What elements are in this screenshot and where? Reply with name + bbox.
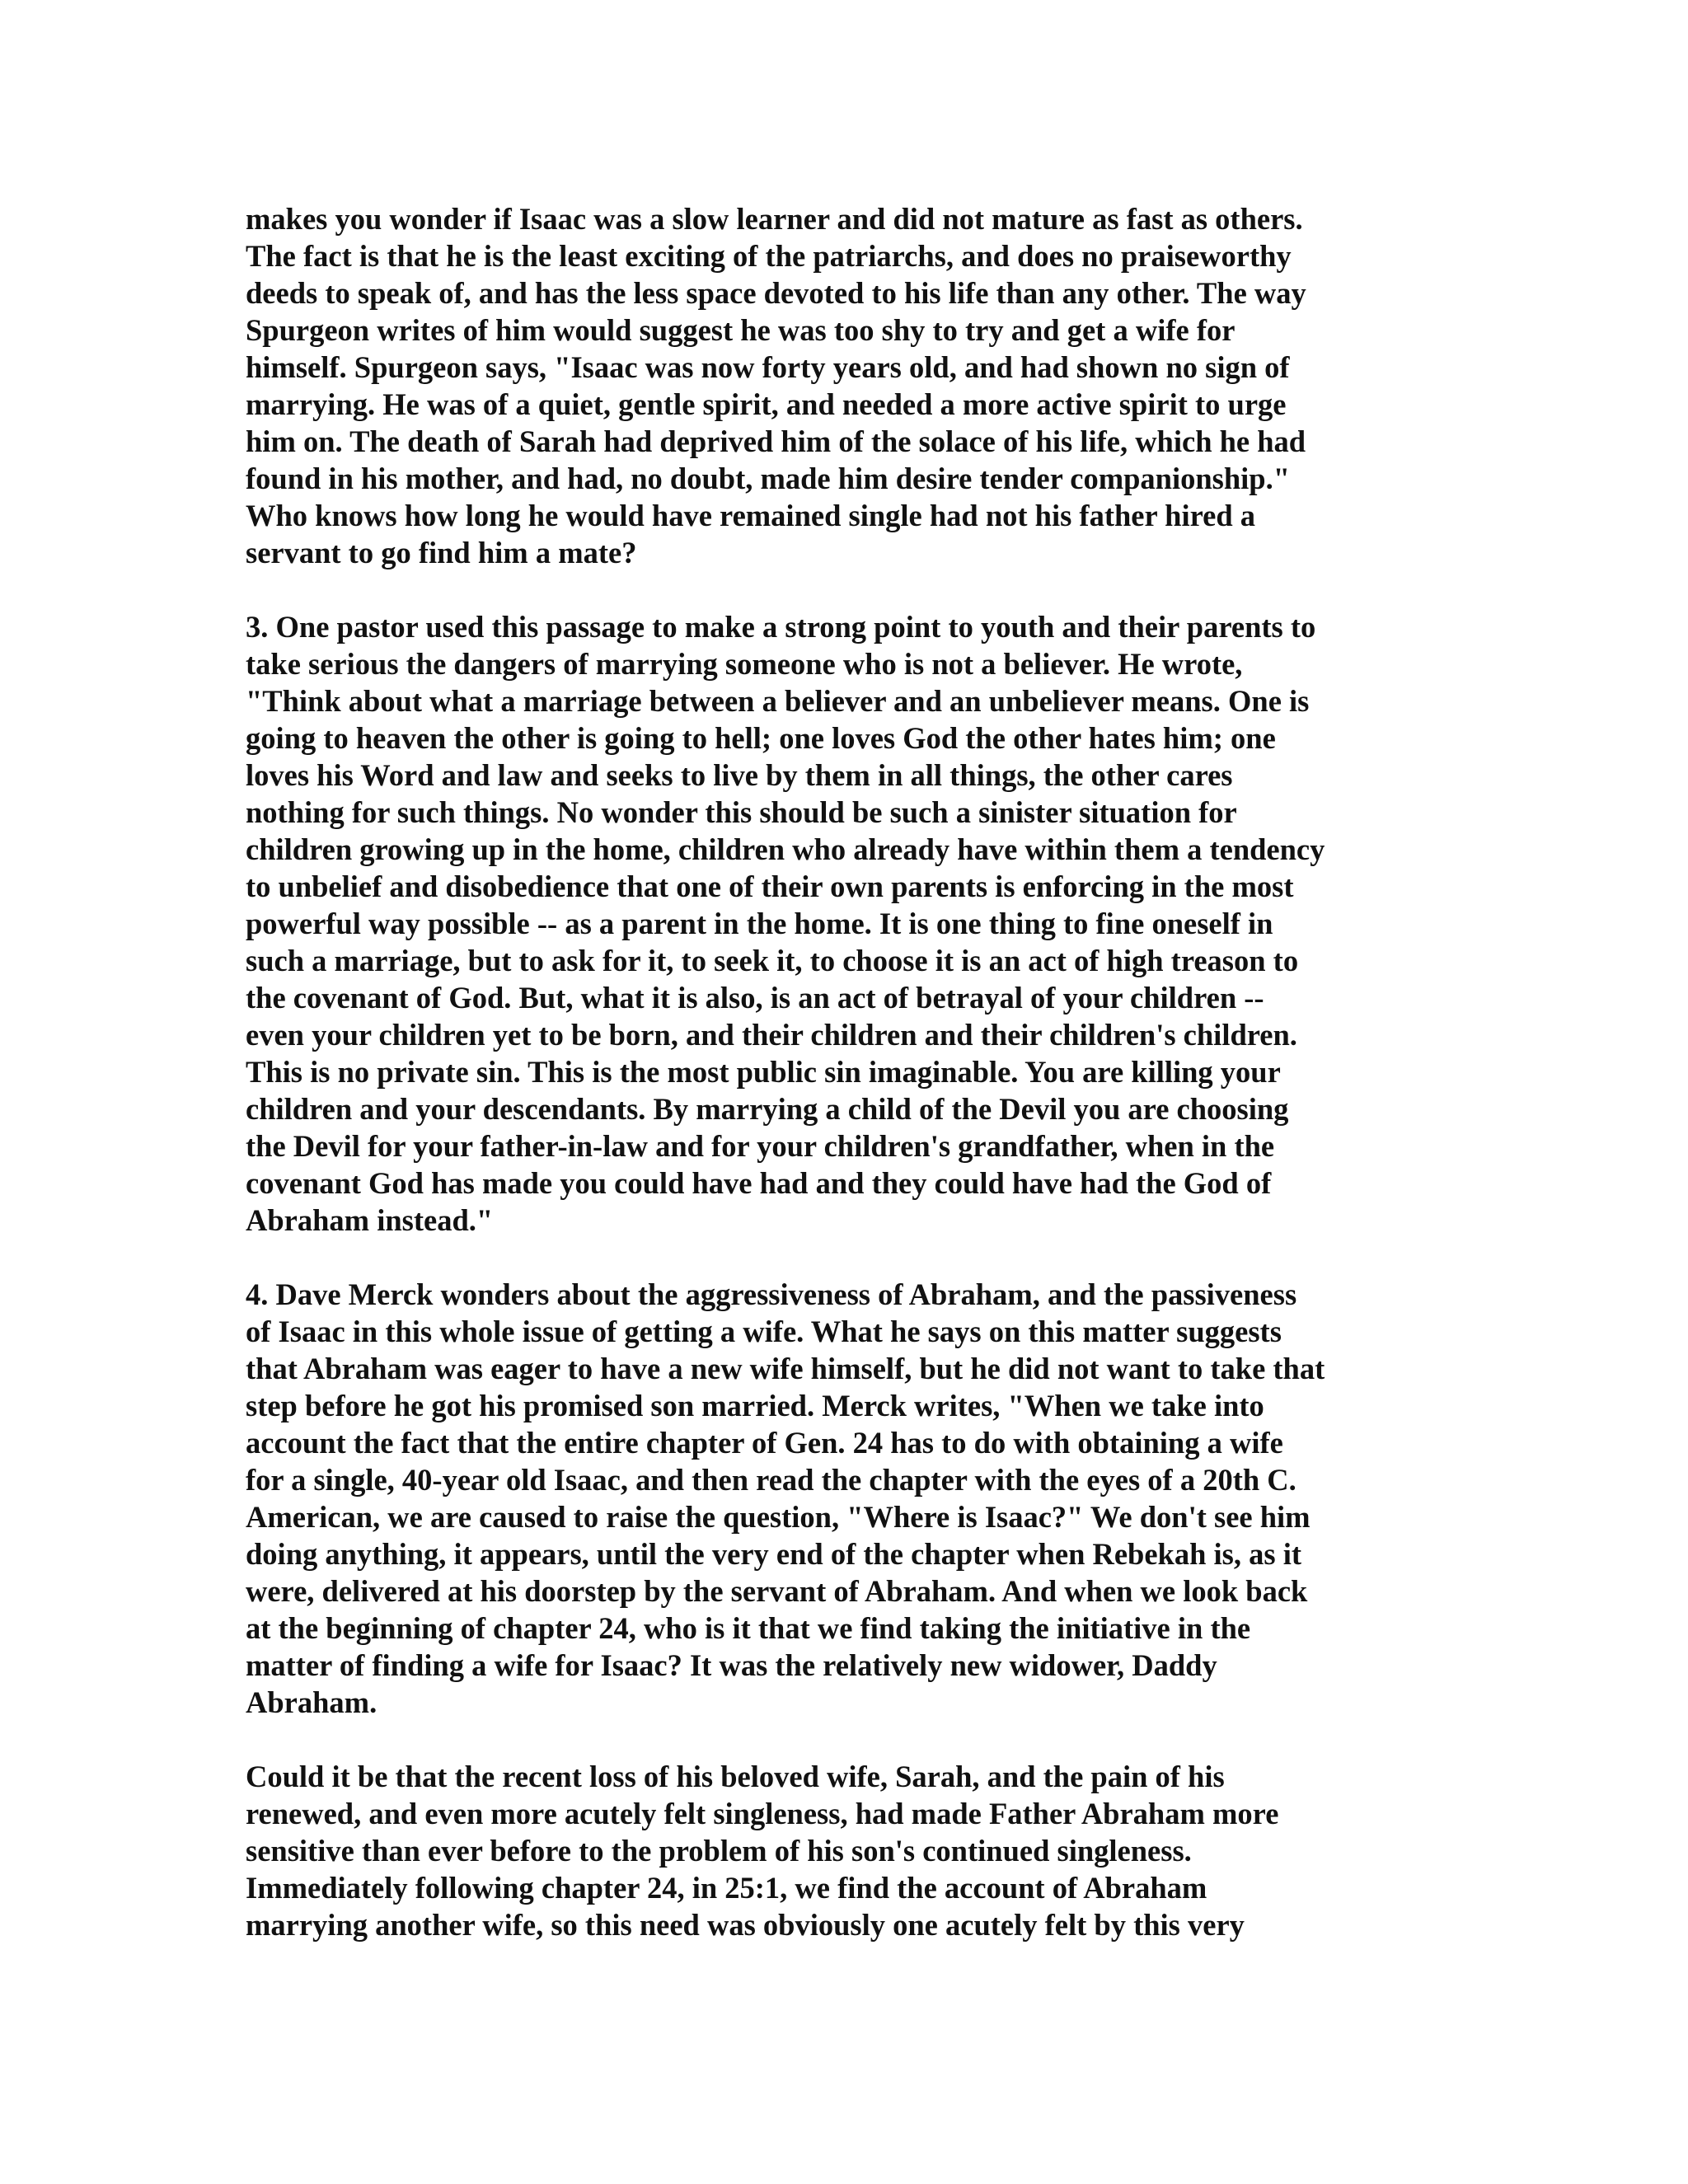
paragraph-abraham-singleness [246,1758,1482,1943]
text-line: the Devil for your father-in-law and for your children's grandfather, when in the [246,1129,1275,1163]
text-line: him on. The death of Sarah had deprived him of the solace of his life, which he had [246,424,1306,458]
text-line: himself. Spurgeon says, "Isaac was now forty years old, and had shown no sign of [246,350,1290,384]
paragraph-point-4 [246,1276,1482,1721]
text-line: children and your descendants. By marrying a child of the Devil you are choosing [246,1092,1289,1126]
text-line: account the fact that the entire chapter of Gen. 24 has to do with obtaining a wife [246,1426,1283,1460]
text-line: take serious the dangers of marrying someone who is not a believer. He wrote, [246,647,1243,681]
text-line: marrying. He was of a quiet, gentle spirit, and needed a more active spirit to urge [246,387,1287,421]
text-line: covenant God has made you could have had and they could have had the God of [246,1166,1272,1200]
text-line: powerful way possible -- as a parent in the home. It is one thing to fine oneself in [246,907,1273,940]
text-line: Who knows how long he would have remained single had not his father hired a [246,499,1256,532]
text-line: even your children yet to be born, and their children and their children's children. [246,1018,1297,1052]
text-line: 3. One pastor used this passage to make a strong point to youth and their parents to [246,610,1316,644]
text-line: to unbelief and disobedience that one of their own parents is enforcing in the most [246,869,1294,903]
text-line: step before he got his promised son married. Merck writes, "When we take into [246,1389,1264,1422]
text-line: 4. Dave Merck wonders about the aggressiveness of Abraham, and the passiveness [246,1277,1297,1311]
text-line: children growing up in the home, children who already have within them a tendency [246,832,1325,866]
text-line: loves his Word and law and seeks to live by them in all things, the other cares [246,758,1233,792]
paragraph-isaac-spurgeon [246,200,1482,571]
text-line: Abraham instead." [246,1203,494,1237]
text-line: makes you wonder if Isaac was a slow learner and did not mature as fast as others. [246,202,1303,236]
text-line: such a marriage, but to ask for it, to seek it, to choose it is an act of high treason to [246,944,1299,977]
paragraph-spacer [246,1239,1482,1276]
text-line: nothing for such things. No wonder this should be such a sinister situation for [246,795,1237,829]
text-line: Could it be that the recent loss of his beloved wife, Sarah, and the pain of his [246,1760,1225,1793]
text-line: renewed, and even more acutely felt singleness, had made Father Abraham more [246,1797,1279,1830]
text-line: of Isaac in this whole issue of getting a wife. What he says on this matter suggests [246,1315,1282,1348]
text-line: servant to go find him a mate? [246,536,637,569]
text-line: marrying another wife, so this need was obviously one acutely felt by this very [246,1908,1245,1942]
text-line: The fact is that he is the least exciting of the patriarchs, and does no praiseworthy [246,239,1292,273]
text-line: Abraham. [246,1685,377,1719]
paragraph-spacer [246,1721,1482,1758]
text-line: deeds to speak of, and has the less space devoted to his life than any other. The way [246,276,1306,310]
text-line: found in his mother, and had, no doubt, made him desire tender companionship." [246,462,1290,495]
text-line: doing anything, it appears, until the very end of the chapter when Rebekah is, as it [246,1537,1301,1571]
paragraph-spacer [246,571,1482,608]
text-line: the covenant of God. But, what it is also, is an act of betrayal of your children -- [246,981,1264,1015]
text-line: matter of finding a wife for Isaac? It was the relatively new widower, Daddy [246,1648,1217,1682]
text-line: This is no private sin. This is the most public sin imaginable. You are killing your [246,1055,1281,1089]
text-line: at the beginning of chapter 24, who is it that we find taking the initiative in the [246,1611,1251,1645]
text-line: going to heaven the other is going to hell; one loves God the other hates him; one [246,721,1276,755]
text-line: "Think about what a marriage between a believer and an unbeliever means. One is [246,684,1310,718]
text-line: American, we are caused to raise the question, "Where is Isaac?" We don't see him [246,1500,1311,1534]
text-line: sensitive than ever before to the problem of his son's continued singleness. [246,1834,1192,1868]
text-line: that Abraham was eager to have a new wife himself, but he did not want to take that [246,1352,1325,1385]
text-line: were, delivered at his doorstep by the servant of Abraham. And when we look back [246,1574,1308,1608]
text-line: for a single, 40-year old Isaac, and then read the chapter with the eyes of a 20th C. [246,1463,1296,1497]
document-body [246,200,1482,1943]
paragraph-point-3 [246,608,1482,1239]
text-line: Spurgeon writes of him would suggest he was too shy to try and get a wife for [246,313,1236,347]
text-line: Immediately following chapter 24, in 25:1, we find the account of Abraham [246,1871,1207,1905]
